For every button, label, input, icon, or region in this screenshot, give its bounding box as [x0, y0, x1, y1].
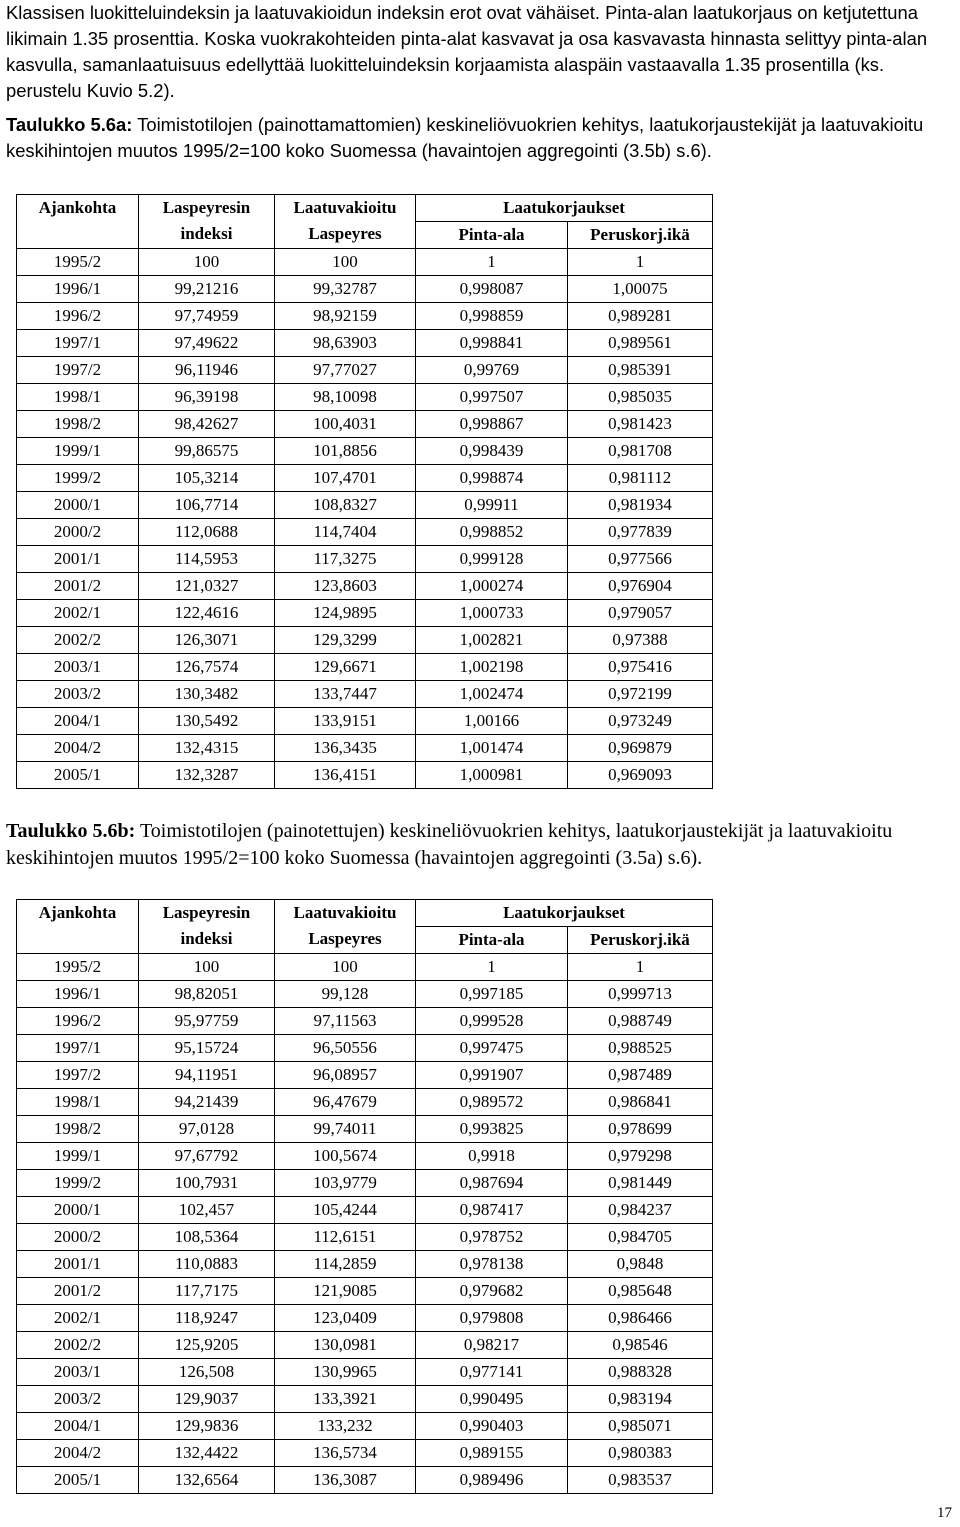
cell-area: 0,979808	[416, 1305, 568, 1332]
cell-renovation-age: 0,985035	[568, 384, 713, 411]
cell-area: 0,990495	[416, 1386, 568, 1413]
table-a-body	[17, 249, 713, 789]
cell-laspeyres: 97,74959	[139, 303, 275, 330]
table-a-caption-text: Toimistotilojen (painottamattomien) keskineliövuokrien kehitys, laatukorjaustekijät ja laatuvakioitu keskihintojen muutos 1995/2=100 koko Suomessa (havaintojen aggregointi (3.5b) s.6).	[6, 114, 924, 161]
cell-adjusted: 121,9085	[275, 1278, 416, 1305]
cell-adjusted: 133,9151	[275, 708, 416, 735]
cell-laspeyres: 100,7931	[139, 1170, 275, 1197]
cell-adjusted: 108,8327	[275, 492, 416, 519]
cell-laspeyres: 96,39198	[139, 384, 275, 411]
cell-period: 1998/2	[17, 1116, 139, 1143]
cell-laspeyres: 95,15724	[139, 1035, 275, 1062]
table-row	[17, 981, 713, 1008]
cell-laspeyres: 98,82051	[139, 981, 275, 1008]
cell-laspeyres: 132,3287	[139, 762, 275, 789]
cell-adjusted: 100	[275, 954, 416, 981]
cell-renovation-age: 0,981423	[568, 411, 713, 438]
header-area: Pinta-ala	[416, 927, 568, 954]
cell-renovation-age: 0,981708	[568, 438, 713, 465]
page-number: 17	[937, 1505, 952, 1521]
header-renovation-age: Peruskorj.ikä	[568, 222, 713, 249]
table-a-caption	[6, 112, 952, 164]
cell-period: 2000/1	[17, 492, 139, 519]
cell-renovation-age: 0,98546	[568, 1332, 713, 1359]
cell-laspeyres: 132,6564	[139, 1467, 275, 1494]
cell-adjusted: 129,6671	[275, 654, 416, 681]
table-row	[17, 762, 713, 789]
cell-period: 1996/1	[17, 276, 139, 303]
cell-period: 1995/2	[17, 249, 139, 276]
cell-renovation-age: 0,987489	[568, 1062, 713, 1089]
cell-area: 1	[416, 249, 568, 276]
cell-laspeyres: 125,9205	[139, 1332, 275, 1359]
cell-laspeyres: 98,42627	[139, 411, 275, 438]
cell-adjusted: 101,8856	[275, 438, 416, 465]
cell-area: 0,991907	[416, 1062, 568, 1089]
cell-period: 2005/1	[17, 762, 139, 789]
cell-area: 0,998439	[416, 438, 568, 465]
table-a	[16, 194, 713, 789]
table-row	[17, 1278, 713, 1305]
table-row	[17, 708, 713, 735]
table-row	[17, 681, 713, 708]
cell-adjusted: 114,7404	[275, 519, 416, 546]
cell-period: 2003/2	[17, 1386, 139, 1413]
cell-period: 2004/1	[17, 1413, 139, 1440]
header-adjusted	[275, 900, 416, 954]
cell-period: 1995/2	[17, 954, 139, 981]
cell-period: 2000/2	[17, 519, 139, 546]
cell-area: 1,002198	[416, 654, 568, 681]
cell-period: 1996/1	[17, 981, 139, 1008]
cell-period: 2002/1	[17, 1305, 139, 1332]
cell-adjusted: 97,77027	[275, 357, 416, 384]
table-row	[17, 303, 713, 330]
header-adjusted-line2: Laspeyres	[308, 224, 382, 243]
header-laspeyres-line2: indeksi	[180, 929, 233, 948]
cell-laspeyres: 132,4422	[139, 1440, 275, 1467]
cell-renovation-age: 0,983537	[568, 1467, 713, 1494]
table-row	[17, 654, 713, 681]
cell-area: 0,997475	[416, 1035, 568, 1062]
cell-adjusted: 123,8603	[275, 573, 416, 600]
cell-adjusted: 103,9779	[275, 1170, 416, 1197]
cell-adjusted: 117,3275	[275, 546, 416, 573]
cell-period: 2001/2	[17, 1278, 139, 1305]
cell-period: 1999/1	[17, 438, 139, 465]
cell-period: 1997/2	[17, 1062, 139, 1089]
table-row	[17, 1251, 713, 1278]
table-row	[17, 1143, 713, 1170]
cell-adjusted: 100,5674	[275, 1143, 416, 1170]
table-row	[17, 1413, 713, 1440]
header-area: Pinta-ala	[416, 222, 568, 249]
cell-period: 1998/1	[17, 384, 139, 411]
header-period: Ajankohta	[17, 195, 139, 249]
cell-area: 1,002474	[416, 681, 568, 708]
cell-laspeyres: 102,457	[139, 1197, 275, 1224]
cell-adjusted: 136,3087	[275, 1467, 416, 1494]
cell-adjusted: 130,9965	[275, 1359, 416, 1386]
table-b-caption	[6, 818, 952, 872]
table-row	[17, 519, 713, 546]
table-row	[17, 954, 713, 981]
cell-adjusted: 136,5734	[275, 1440, 416, 1467]
cell-adjusted: 105,4244	[275, 1197, 416, 1224]
cell-renovation-age: 1	[568, 954, 713, 981]
table-b-body	[17, 954, 713, 1494]
cell-renovation-age: 0,985071	[568, 1413, 713, 1440]
cell-laspeyres: 129,9836	[139, 1413, 275, 1440]
cell-area: 0,978752	[416, 1224, 568, 1251]
cell-adjusted: 133,7447	[275, 681, 416, 708]
table-row	[17, 1359, 713, 1386]
cell-period: 2004/2	[17, 735, 139, 762]
cell-laspeyres: 126,508	[139, 1359, 275, 1386]
cell-area: 1,000274	[416, 573, 568, 600]
cell-adjusted: 130,0981	[275, 1332, 416, 1359]
table-row	[17, 1467, 713, 1494]
cell-renovation-age: 0,973249	[568, 708, 713, 735]
header-laspeyres-line2: indeksi	[180, 224, 233, 243]
table-a-caption-label: Taulukko 5.6a:	[6, 114, 133, 135]
cell-area: 0,998841	[416, 330, 568, 357]
header-laspeyres	[139, 900, 275, 954]
cell-renovation-age: 0,978699	[568, 1116, 713, 1143]
cell-renovation-age: 0,975416	[568, 654, 713, 681]
table-row	[17, 384, 713, 411]
header-period: Ajankohta	[17, 900, 139, 954]
cell-area: 1,002821	[416, 627, 568, 654]
cell-renovation-age: 0,976904	[568, 573, 713, 600]
table-row	[17, 1089, 713, 1116]
table-row	[17, 1116, 713, 1143]
header-quality-adjustments: Laatukorjaukset	[416, 900, 713, 927]
table-row	[17, 600, 713, 627]
cell-area: 0,998859	[416, 303, 568, 330]
cell-renovation-age: 0,969879	[568, 735, 713, 762]
cell-renovation-age: 1	[568, 249, 713, 276]
cell-adjusted: 96,47679	[275, 1089, 416, 1116]
cell-period: 2004/2	[17, 1440, 139, 1467]
cell-area: 1	[416, 954, 568, 981]
table-row	[17, 1305, 713, 1332]
cell-adjusted: 107,4701	[275, 465, 416, 492]
cell-area: 0,989572	[416, 1089, 568, 1116]
cell-area: 0,99911	[416, 492, 568, 519]
cell-laspeyres: 99,21216	[139, 276, 275, 303]
cell-laspeyres: 97,0128	[139, 1116, 275, 1143]
header-laspeyres-line1: Laspeyresin	[162, 903, 251, 922]
cell-period: 2003/2	[17, 681, 139, 708]
cell-period: 2004/1	[17, 708, 139, 735]
cell-period: 2003/1	[17, 654, 139, 681]
cell-area: 0,9918	[416, 1143, 568, 1170]
table-row	[17, 465, 713, 492]
cell-laspeyres: 126,7574	[139, 654, 275, 681]
cell-area: 0,998867	[416, 411, 568, 438]
cell-area: 0,987694	[416, 1170, 568, 1197]
cell-renovation-age: 0,989281	[568, 303, 713, 330]
cell-area: 0,999528	[416, 1008, 568, 1035]
cell-period: 2003/1	[17, 1359, 139, 1386]
cell-laspeyres: 106,7714	[139, 492, 275, 519]
cell-area: 0,989496	[416, 1467, 568, 1494]
cell-period: 1997/1	[17, 1035, 139, 1062]
table-row	[17, 1224, 713, 1251]
table-row	[17, 411, 713, 438]
cell-area: 0,979682	[416, 1278, 568, 1305]
cell-laspeyres: 118,9247	[139, 1305, 275, 1332]
cell-period: 1996/2	[17, 303, 139, 330]
cell-laspeyres: 108,5364	[139, 1224, 275, 1251]
table-row	[17, 1197, 713, 1224]
cell-renovation-age: 0,969093	[568, 762, 713, 789]
cell-area: 0,998852	[416, 519, 568, 546]
cell-period: 1997/1	[17, 330, 139, 357]
cell-renovation-age: 0,979057	[568, 600, 713, 627]
cell-laspeyres: 94,11951	[139, 1062, 275, 1089]
cell-area: 0,978138	[416, 1251, 568, 1278]
cell-period: 1996/2	[17, 1008, 139, 1035]
cell-area: 0,998874	[416, 465, 568, 492]
cell-adjusted: 99,32787	[275, 276, 416, 303]
cell-area: 0,999128	[416, 546, 568, 573]
cell-laspeyres: 126,3071	[139, 627, 275, 654]
cell-adjusted: 133,232	[275, 1413, 416, 1440]
cell-laspeyres: 110,0883	[139, 1251, 275, 1278]
cell-area: 0,977141	[416, 1359, 568, 1386]
cell-period: 2000/1	[17, 1197, 139, 1224]
cell-period: 1997/2	[17, 357, 139, 384]
cell-renovation-age: 0,972199	[568, 681, 713, 708]
cell-renovation-age: 0,984705	[568, 1224, 713, 1251]
cell-renovation-age: 0,981934	[568, 492, 713, 519]
table-row	[17, 357, 713, 384]
table-b	[16, 899, 713, 1494]
cell-laspeyres: 117,7175	[139, 1278, 275, 1305]
table-row	[17, 1440, 713, 1467]
intro-paragraph: Klassisen luokitteluindeksin ja laatuvakioidun indeksin erot ovat vähäiset. Pinta-alan laatukorjaus on ketjutettuna likimain 1.35 prosenttia. Koska vuokrakohteiden pinta-alat kasvavat ja osa kasvavasta hinnasta selittyy pinta-alan kasvulla, samanlaatuisuus edellyttää luokitteluindeksin korjaamista alaspäin vastaavalla 1.35 prosentilla (ks. perustelu Kuvio 5.2).	[6, 2, 928, 101]
cell-renovation-age: 0,988749	[568, 1008, 713, 1035]
cell-adjusted: 100	[275, 249, 416, 276]
cell-laspeyres: 100	[139, 249, 275, 276]
table-row	[17, 492, 713, 519]
header-adjusted-line2: Laspeyres	[308, 929, 382, 948]
cell-area: 1,001474	[416, 735, 568, 762]
cell-period: 2001/2	[17, 573, 139, 600]
cell-laspeyres: 96,11946	[139, 357, 275, 384]
cell-area: 0,997507	[416, 384, 568, 411]
cell-renovation-age: 0,9848	[568, 1251, 713, 1278]
table-row	[17, 438, 713, 465]
cell-adjusted: 97,11563	[275, 1008, 416, 1035]
cell-period: 2005/1	[17, 1467, 139, 1494]
cell-renovation-age: 0,984237	[568, 1197, 713, 1224]
cell-renovation-age: 0,981449	[568, 1170, 713, 1197]
cell-renovation-age: 0,985391	[568, 357, 713, 384]
cell-laspeyres: 122,4616	[139, 600, 275, 627]
cell-laspeyres: 130,5492	[139, 708, 275, 735]
cell-period: 2000/2	[17, 1224, 139, 1251]
cell-renovation-age: 0,988328	[568, 1359, 713, 1386]
table-row	[17, 1386, 713, 1413]
cell-adjusted: 99,74011	[275, 1116, 416, 1143]
table-row	[17, 573, 713, 600]
cell-area: 0,998087	[416, 276, 568, 303]
table-row	[17, 1170, 713, 1197]
table-row	[17, 1008, 713, 1035]
cell-renovation-age: 0,986466	[568, 1305, 713, 1332]
cell-adjusted: 136,4151	[275, 762, 416, 789]
cell-period: 2001/1	[17, 546, 139, 573]
cell-adjusted: 100,4031	[275, 411, 416, 438]
cell-area: 0,997185	[416, 981, 568, 1008]
cell-laspeyres: 129,9037	[139, 1386, 275, 1413]
cell-adjusted: 124,9895	[275, 600, 416, 627]
cell-adjusted: 96,08957	[275, 1062, 416, 1089]
cell-renovation-age: 0,981112	[568, 465, 713, 492]
header-adjusted-line1: Laatuvakioitu	[293, 903, 397, 922]
cell-adjusted: 98,63903	[275, 330, 416, 357]
header-quality-adjustments: Laatukorjaukset	[416, 195, 713, 222]
cell-adjusted: 98,10098	[275, 384, 416, 411]
cell-laspeyres: 95,97759	[139, 1008, 275, 1035]
cell-renovation-age: 0,980383	[568, 1440, 713, 1467]
header-renovation-age: Peruskorj.ikä	[568, 927, 713, 954]
table-row	[17, 627, 713, 654]
cell-period: 2002/1	[17, 600, 139, 627]
cell-renovation-age: 0,977839	[568, 519, 713, 546]
cell-laspeyres: 130,3482	[139, 681, 275, 708]
cell-adjusted: 136,3435	[275, 735, 416, 762]
cell-adjusted: 99,128	[275, 981, 416, 1008]
table-row	[17, 735, 713, 762]
cell-laspeyres: 97,49622	[139, 330, 275, 357]
cell-laspeyres: 114,5953	[139, 546, 275, 573]
cell-period: 1998/1	[17, 1089, 139, 1116]
table-row	[17, 330, 713, 357]
cell-laspeyres: 105,3214	[139, 465, 275, 492]
cell-area: 1,00166	[416, 708, 568, 735]
cell-renovation-age: 0,977566	[568, 546, 713, 573]
cell-renovation-age: 1,00075	[568, 276, 713, 303]
cell-renovation-age: 0,985648	[568, 1278, 713, 1305]
cell-adjusted: 129,3299	[275, 627, 416, 654]
cell-period: 2001/1	[17, 1251, 139, 1278]
cell-renovation-age: 0,979298	[568, 1143, 713, 1170]
cell-area: 0,990403	[416, 1413, 568, 1440]
cell-laspeyres: 99,86575	[139, 438, 275, 465]
header-adjusted	[275, 195, 416, 249]
header-laspeyres-line1: Laspeyresin	[162, 198, 251, 217]
table-row	[17, 546, 713, 573]
cell-laspeyres: 112,0688	[139, 519, 275, 546]
cell-period: 2002/2	[17, 627, 139, 654]
header-adjusted-line1: Laatuvakioitu	[293, 198, 397, 217]
cell-area: 0,993825	[416, 1116, 568, 1143]
cell-laspeyres: 132,4315	[139, 735, 275, 762]
cell-period: 2002/2	[17, 1332, 139, 1359]
cell-period: 1999/2	[17, 1170, 139, 1197]
cell-area: 0,987417	[416, 1197, 568, 1224]
cell-laspeyres: 100	[139, 954, 275, 981]
cell-renovation-age: 0,983194	[568, 1386, 713, 1413]
cell-renovation-age: 0,999713	[568, 981, 713, 1008]
cell-area: 1,000981	[416, 762, 568, 789]
cell-adjusted: 112,6151	[275, 1224, 416, 1251]
cell-adjusted: 123,0409	[275, 1305, 416, 1332]
cell-period: 1999/2	[17, 465, 139, 492]
cell-adjusted: 98,92159	[275, 303, 416, 330]
cell-renovation-age: 0,988525	[568, 1035, 713, 1062]
cell-renovation-age: 0,989561	[568, 330, 713, 357]
cell-laspeyres: 97,67792	[139, 1143, 275, 1170]
table-row	[17, 1332, 713, 1359]
cell-area: 1,000733	[416, 600, 568, 627]
cell-period: 1998/2	[17, 411, 139, 438]
table-b-caption-label: Taulukko 5.6b:	[6, 820, 136, 842]
header-laspeyres	[139, 195, 275, 249]
cell-laspeyres: 94,21439	[139, 1089, 275, 1116]
cell-renovation-age: 0,986841	[568, 1089, 713, 1116]
cell-renovation-age: 0,97388	[568, 627, 713, 654]
cell-adjusted: 114,2859	[275, 1251, 416, 1278]
table-row	[17, 1062, 713, 1089]
cell-laspeyres: 121,0327	[139, 573, 275, 600]
table-b-caption-text: Toimistotilojen (painotettujen) keskineliövuokrien kehitys, laatukorjaustekijät ja laatuvakioitu keskihintojen muutos 1995/2=100 koko Suomessa (havaintojen aggregointi (3.5a) s.6).	[6, 820, 893, 869]
cell-area: 0,989155	[416, 1440, 568, 1467]
cell-area: 0,98217	[416, 1332, 568, 1359]
table-row	[17, 276, 713, 303]
table-row	[17, 1035, 713, 1062]
cell-adjusted: 96,50556	[275, 1035, 416, 1062]
cell-area: 0,99769	[416, 357, 568, 384]
table-row	[17, 249, 713, 276]
cell-period: 1999/1	[17, 1143, 139, 1170]
cell-adjusted: 133,3921	[275, 1386, 416, 1413]
